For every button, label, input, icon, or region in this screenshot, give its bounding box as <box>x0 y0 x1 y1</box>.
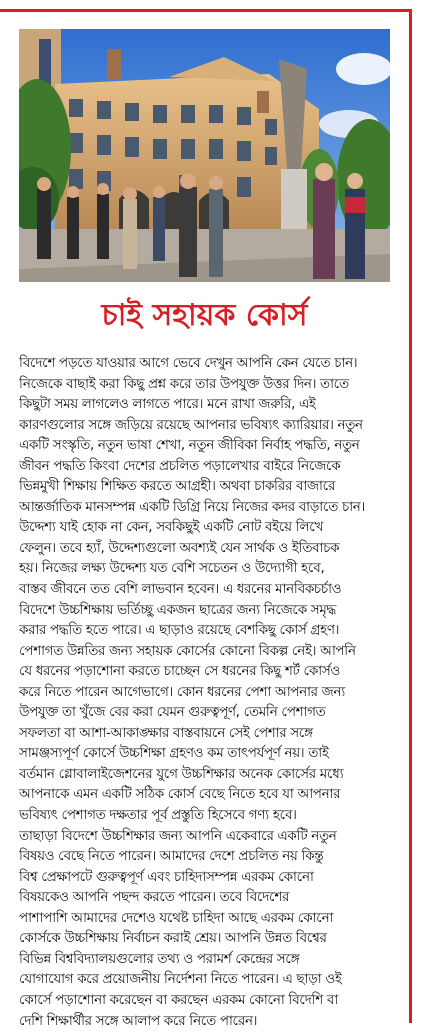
article-line: বিভিন্ন বিশ্ববিদ্যালয়গুলোর তথ্য ও পরামর্শ কেন্দ্রের সঙ্গে <box>19 950 395 971</box>
article-line: বাস্তব জীবনে তত বেশি লাভবান হবেন। এ ধরনের মানবিকচর্চাও <box>19 580 395 601</box>
article-line: যোগাযোগ করে প্রয়োজনীয় নির্দেশনা নিতে পারেন। এ ছাড়া ওই <box>19 970 395 991</box>
article-line: কারণগুলোর সঙ্গে জড়িয়ে রয়েছে আপনার ভবিষ্যৎ ক্যারিয়ার। নতুন <box>19 416 395 437</box>
article-line: ভবিষ্যৎ পেশাগত দক্ষতার পূর্ব প্রস্তুতি হিসেবে গণ্য হবে। <box>19 806 395 827</box>
article-line: ফেলুন। তবে হ্যাঁ, উদ্দেশ্যগুলো অবশ্যই যেন সার্থক ও ইতিবাচক <box>19 539 395 560</box>
article-line: কোর্সে পড়াশোনা করেছেন বা করছেন এরকম কোনো বিদেশি বা <box>19 991 395 1012</box>
article-line: উপযুক্ত তা খুঁজে বের করা যেমন গুরুত্বপূর্ণ, তেমনি পেশাগত <box>19 703 395 724</box>
page-border-top <box>0 9 412 12</box>
article-line: আন্তর্জাতিক মানসম্পন্ন একটি ডিগ্রি নিয়ে নিজের কদর বাড়াতে চান। <box>19 498 395 519</box>
article-line: হয়। নিজের লক্ষ্য উদ্দেশ্য যত বেশি সচেতন ও উদ্যোগী হবে, <box>19 559 395 580</box>
article-line: একটি সংস্কৃতি, নতুন ভাষা শেখা, নতুন জীবিকা নির্বাহ পদ্ধতি, নতুন <box>19 436 395 457</box>
campus-photo <box>19 29 390 282</box>
article-line: পাশাপাশি আমাদের দেশেও যথেষ্ট চাহিদা আছে এরকম কোনো <box>19 909 395 930</box>
article-line: যে ধরনের পড়াশোনা করতে চাচ্ছেন সে ধরনের কিছু শর্ট কোর্সও <box>19 662 395 683</box>
article-line: তাছাড়া বিদেশে উচ্চশিক্ষার জন্য আপনি একেবারে একটি নতুন <box>19 827 395 848</box>
article-line: বিদেশে পড়তে যাওয়ার আগে ভেবে দেখুন আপনি কেন যেতে চান। <box>19 354 395 375</box>
article-line: বিষয়ও বেছে নিতে পারেন। আমাদের দেশে প্রচলিত নয় কিন্তু <box>19 847 395 868</box>
article-line: জীবন পদ্ধতি কিংবা দেশের প্রচলিত পড়ালেখার বাইরে নিজেকে <box>19 457 395 478</box>
article-line: করার পদ্ধতি হতে পারে। এ ছাড়াও রয়েছে বেশকিছু কোর্স গ্রহণ। <box>19 621 395 642</box>
article-line: সামঞ্জস্যপূর্ণ কোর্সে উচ্চশিক্ষা গ্রহণও কম তাৎপর্যপূর্ণ নয়। তাই <box>19 744 395 765</box>
article-line: দেশি শিক্ষার্থীর সঙ্গে আলাপ করে নিতে পারেন। <box>19 1012 395 1032</box>
article-line: কিছুটা সময় লাগলেও লাগতে পারে। মনে রাখা জরুরি, এই <box>19 395 395 416</box>
article-line: বিদেশে উচ্চশিক্ষায় ভর্তিচ্ছু একজন ছাত্রের জন্য নিজেকে সমৃদ্ধ <box>19 601 395 622</box>
article-line: আপনাকে এমন একটি সঠিক কোর্স বেছে নিতে হবে যা আপনার <box>19 785 395 806</box>
article-body <box>19 354 395 1032</box>
article-line: বিশ্ব প্রেক্ষাপটে গুরুত্বপূর্ণ এবং চাহিদাসম্পন্ন এরকম কোনো <box>19 868 395 889</box>
article-line: সফলতা বা আশা-আকাঙ্ক্ষার বাস্তবায়নে সেই পেশার সঙ্গে <box>19 724 395 745</box>
article-line: বর্তমান গ্লোবালাইজেশনের যুগে উচ্চশিক্ষার অনেক কোর্সের মধ্যে <box>19 765 395 786</box>
article-line: পেশাগত উন্নতির জন্য সহায়ক কোর্সের কোনো বিকল্প নেই। আপনি <box>19 642 395 663</box>
article-line: ভিন্নমুখী শিক্ষায় শিক্ষিত করতে আগ্রহী। অথবা চাকরির বাজারে <box>19 477 395 498</box>
article-line: কোর্সকে উচ্চশিক্ষায় নির্বাচন করাই শ্রেয়। আপনি উন্নত বিশ্বের <box>19 929 395 950</box>
page-border-right <box>409 9 412 1023</box>
article-headline: চাই সহায়ক কোর্স <box>0 290 409 342</box>
article-line: নিজেকে বাছাই করা কিছু প্রশ্ন করে তার উপযুক্ত উত্তর দিন। তাতে <box>19 375 395 396</box>
article-line: করে নিতে পারেন আগেভাগে। কোন ধরনের পেশা আপনার জন্য <box>19 683 395 704</box>
article-line: উদ্দেশ্য যাই হোক না কেন, সবকিছুই একটি নোট বইয়ে লিখে <box>19 518 395 539</box>
article-line: বিষয়কেও আপনি পছন্দ করতে পারেন। তবে বিদেশের <box>19 888 395 909</box>
